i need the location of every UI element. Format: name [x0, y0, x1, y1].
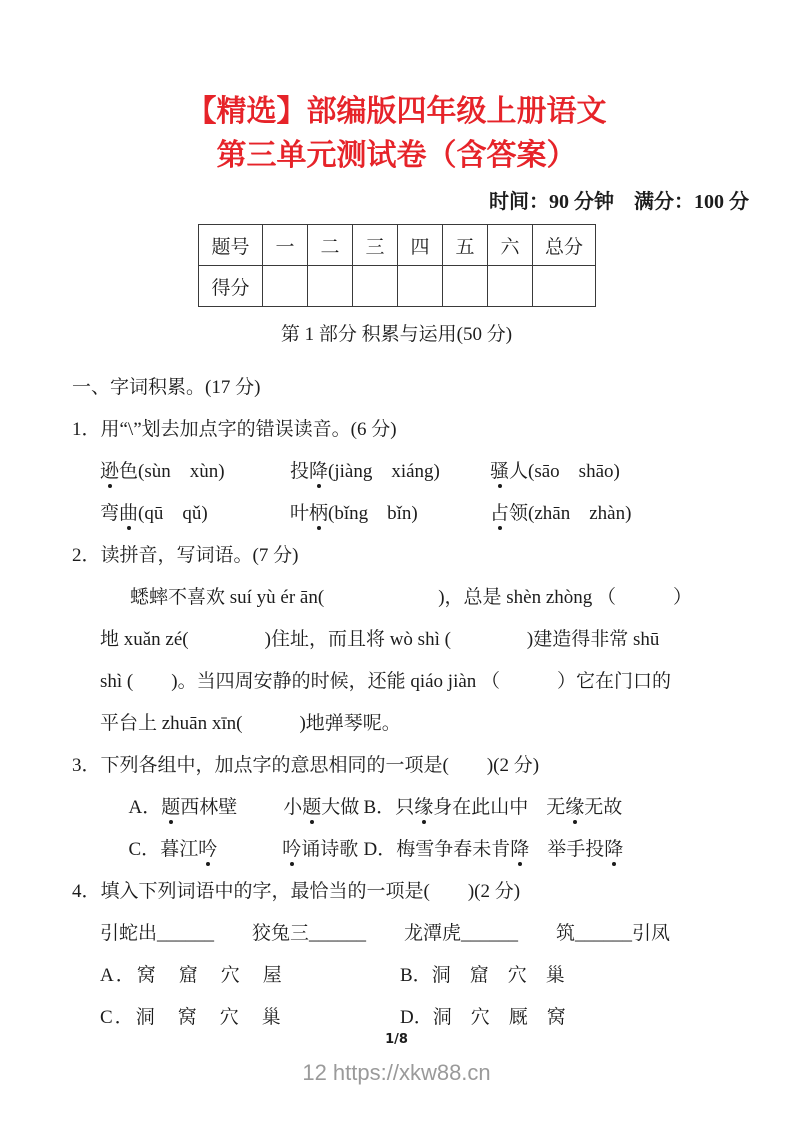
q3-option-c: C．暮江吟 吟诵诗歌: [100, 812, 335, 883]
pinyin: (zhān zhàn): [528, 502, 632, 524]
q1-word-yebing: 叶柄(bǐng bǐn): [290, 498, 490, 525]
q4-option-b: B．洞 窟 穴 巢: [400, 964, 565, 986]
score-cell: [398, 266, 443, 307]
part1-heading: 第 1 部分 积累与运用(50 分): [280, 324, 513, 345]
score-table-header-row: [199, 225, 596, 266]
score-table-header-cell: 四: [398, 225, 443, 266]
q2-line3: shì ( )。当四周安静的时候，还能 qiáo jiàn （ ）它在门口的: [100, 670, 672, 692]
q2-stem: 2．读拼音，写词语。(7 分): [72, 544, 299, 566]
q4-options-row2: [100, 994, 793, 1036]
q1-stem: 1．用“\”划去加点字的错误读音。(6 分): [72, 418, 397, 440]
q3-option-d: D．梅雪争春未肯降 举手投降: [335, 812, 623, 883]
time-score-line: 时间：90 分钟 满分：100 分: [489, 191, 749, 213]
q1-row1: [100, 448, 793, 490]
title-line-2: 第三单元测试卷（含答案）: [216, 139, 577, 172]
q3-options-row2: [100, 826, 793, 868]
q1-word-xunse: 逊色(sùn xùn): [100, 456, 290, 483]
q1-word-touxiang: 投降(jiàng xiáng): [290, 456, 490, 483]
score-row-label: 得分: [199, 266, 263, 307]
section1-title: 一、字词积累。(17 分): [72, 376, 261, 398]
score-cell: [308, 266, 353, 307]
pinyin: (sāo shāo): [528, 460, 620, 482]
watermark-url: 12 https://xkw88.cn: [302, 1060, 491, 1085]
q3-option-a: A．题西林壁 小题大做: [100, 770, 335, 841]
pinyin: (qū qǔ): [138, 502, 208, 524]
score-table-header-cell: 三: [353, 225, 398, 266]
score-table-header-cell: 二: [308, 225, 353, 266]
q4-option-c: C．洞 窝 穴 巢: [100, 1006, 283, 1028]
title-line-1: 【精选】部编版四年级上册语文: [186, 95, 607, 128]
q4-option-a: A．窝 窟 穴 屋: [100, 964, 284, 986]
score-table-header-cell: 一: [263, 225, 308, 266]
score-cell: [353, 266, 398, 307]
q3-option-b: B．只缘身在此山中 无缘无故: [335, 770, 622, 841]
q4-option-d: D．洞 穴 厩 窝: [400, 1006, 566, 1028]
q4-fill-line: 引蛇出______ 狡兔三______ 龙潭虎______ 筑______引凤: [100, 922, 671, 944]
score-table-header-cell: 六: [488, 225, 533, 266]
score-cell: [263, 266, 308, 307]
q4-stem: 4．填入下列词语中的字，最恰当的一项是( )(2 分): [72, 880, 521, 902]
q3-stem: 3．下列各组中，加点字的意思相同的一项是( )(2 分): [72, 754, 540, 776]
score-table-score-row: [199, 266, 596, 307]
pinyin: (bǐng bǐn): [328, 502, 418, 524]
q1-word-saoren: 骚人(sāo shāo): [490, 456, 620, 483]
score-cell: [443, 266, 488, 307]
pinyin: (jiàng xiáng): [328, 460, 440, 482]
q1-word-wanqu: 弯曲(qū qǔ): [100, 498, 290, 525]
q2-line1: 蟋蟀不喜欢 suí yù ér ān( )，总是 shèn zhòng （ ）: [130, 586, 693, 608]
page-number: 1/8: [385, 1032, 408, 1047]
q1-row2: [100, 490, 793, 532]
pinyin: (sùn xùn): [138, 460, 225, 482]
q2-line4: 平台上 zhuān xīn( )地弹琴呢。: [100, 712, 401, 734]
q2-line2: 地 xuǎn zé( )住址，而且将 wò shì ( )建造得非常 shū: [100, 628, 660, 650]
score-table: [198, 224, 596, 307]
document-title: [0, 0, 793, 178]
score-table-header-cell: 题号: [199, 225, 263, 266]
score-table-header-cell: 五: [443, 225, 488, 266]
score-table-header-cell: 总分: [533, 225, 596, 266]
q1-word-zhanling: 占领(zhān zhàn): [490, 498, 631, 525]
q4-options-row1: [100, 952, 793, 994]
score-cell: [488, 266, 533, 307]
score-cell: [533, 266, 596, 307]
